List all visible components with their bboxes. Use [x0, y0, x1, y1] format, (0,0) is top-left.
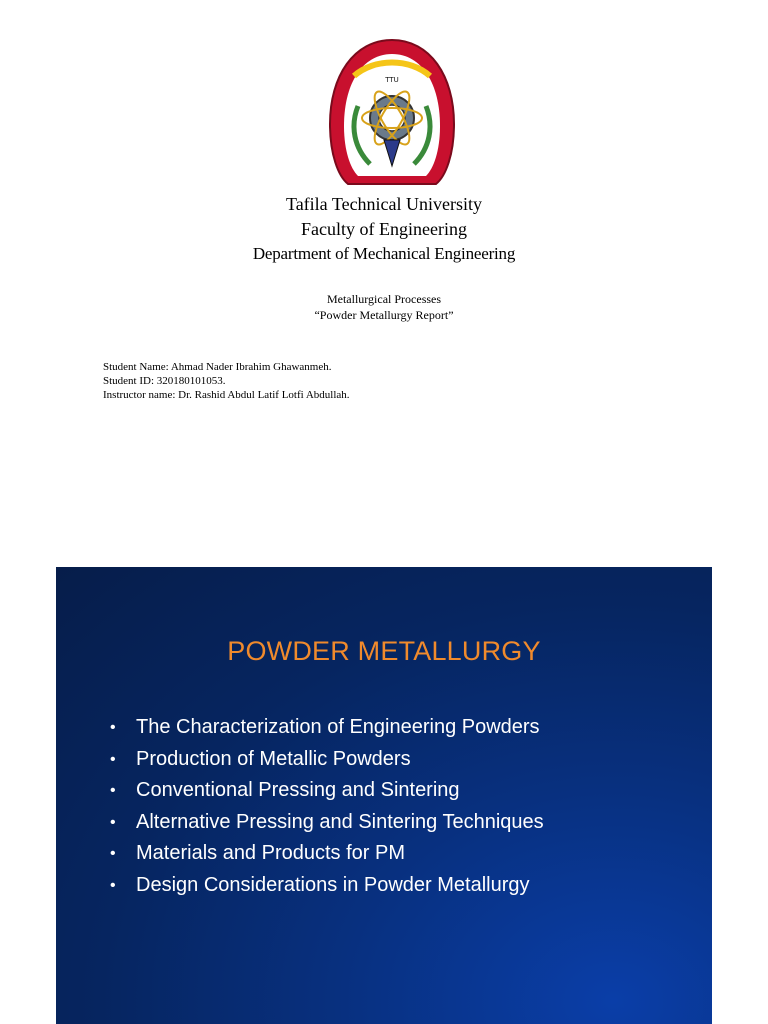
instructor-name: Instructor name: Dr. Rashid Abdul Latif Lotfi Abdullah.: [103, 389, 350, 401]
report-title: “Powder Metallurgy Report”: [314, 308, 454, 322]
bullet-item: [110, 807, 544, 839]
bullet-text: Alternative Pressing and Sintering Techniques: [136, 810, 544, 833]
student-id: Student ID: 320180101053.: [103, 375, 226, 387]
slide-title: POWDER METALLURGY: [227, 636, 541, 666]
bullet-item: [110, 775, 544, 807]
bullet-item: [110, 838, 544, 870]
bullet-item: [110, 712, 544, 744]
bullet-item: [110, 870, 544, 902]
bullet-text: Conventional Pressing and Sintering: [136, 779, 460, 801]
course-name: Metallurgical Processes: [326, 292, 442, 306]
bullet-icon: •: [110, 750, 116, 768]
bullet-icon: •: [110, 719, 116, 736]
university-name: Tafila Technical University: [285, 194, 483, 214]
bullet-text: Production of Metallic Powders: [136, 747, 411, 770]
bullet-icon: •: [110, 876, 116, 894]
bullet-text: The Characterization of Engineering Powders: [136, 716, 540, 738]
bullet-icon: •: [110, 813, 116, 831]
bullet-item: [110, 744, 544, 776]
bullet-text: Materials and Products for PM: [136, 842, 405, 864]
bullet-text: Design Considerations in Powder Metallurgy: [136, 873, 530, 896]
logo-abbrev: TTU: [385, 76, 399, 84]
bullet-icon: •: [110, 845, 116, 862]
bullet-icon: •: [110, 782, 116, 799]
faculty-name: Faculty of Engineering: [301, 219, 467, 239]
presentation-slide: [56, 567, 712, 1024]
university-logo: [324, 36, 460, 188]
department-name: Department of Mechanical Engineering: [252, 244, 516, 263]
student-name: Student Name: Ahmad Nader Ibrahim Ghawanmeh.: [103, 361, 332, 373]
slide-bullet-list: [110, 712, 544, 901]
